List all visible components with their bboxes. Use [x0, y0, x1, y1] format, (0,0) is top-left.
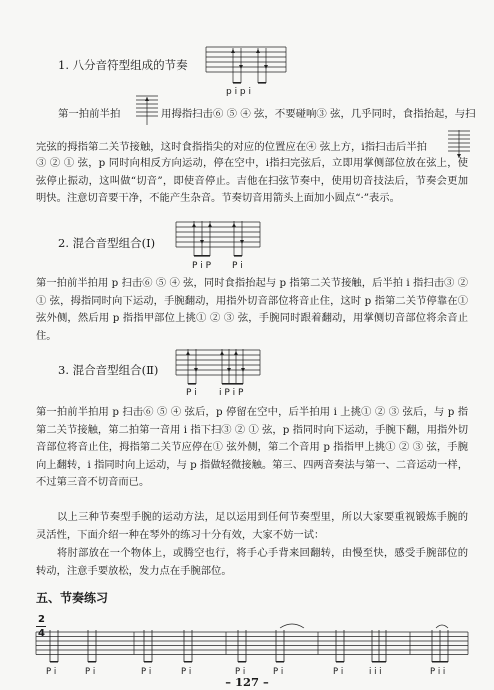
- time-signature-top: 2: [38, 614, 45, 625]
- line2: 完弦的拇指第二关节接触，这时食指指尖的对应的位置应在④ 弦上方，i指扫击后半拍: [36, 141, 428, 153]
- staff-fingering-3: P i: [141, 667, 152, 677]
- staff-fingering-8: i i i: [369, 667, 382, 677]
- line1-right: 用拇指扫击⑥ ⑤ ④ 弦，不要碰响③ 弦，几乎同时，食指抬起，与扫: [161, 108, 476, 120]
- staff-fingering-9: P i i: [430, 667, 446, 677]
- figure-2-fingering-b: P i: [232, 261, 243, 271]
- figure-2-fingering-a: P i P: [192, 261, 212, 271]
- staff-fingering-2: P i: [85, 667, 96, 677]
- staff-fingering-4: P i: [181, 667, 192, 677]
- time-signature-bottom: 4: [38, 628, 45, 639]
- line1-left: 第一拍前半拍: [58, 108, 121, 120]
- staff-fingering-5: P i: [235, 667, 246, 677]
- section-3-heading: 3. 混合音型组合(Ⅱ): [58, 363, 159, 377]
- section-5-heading: 五、节奏练习: [36, 591, 109, 605]
- closing-paragraph-1: 以上三种节奏型手腕的运动方法，足以运用到任何节奏型里，所以大家要重视锻炼手腕的灵活性，下面介绍一种在琴外的练习十分有效，大家不妨一试：: [36, 511, 468, 541]
- section-1-heading: 1. 八分音符型组成的节奏: [58, 58, 188, 72]
- downstroke-icon: [136, 93, 158, 127]
- closing-paragraph-2: 将肘部放在一个物体上，或腾空也行，将手心手背来回翻转，由慢至快，感受手腕部位的转动，注意手要放松，发力点在手腕部位。: [36, 547, 468, 577]
- section-3-paragraph: 第一拍前半拍用 p 扫击⑥ ⑤ ④ 弦后，p 停留在空中，后半拍用 i 上挑① ② ③ 弦后，与 p 指第二关节接触，第二拍第一音用 i 指下扫③ ② ① 弦，p 指同时向下运动，手腕下翻，用指外切音部位将音止住，拇指第二关节应停在① 弦外侧，第二个音用 p 指指甲上挑① ② ③ 弦，手腕向上翻转，i 指同时向上运动，与 p 指做轻微接触。第三、四两音奏法与第一、二音运动一样，不过第三音不切音而已。: [36, 406, 468, 489]
- staff-fingering-1: P i: [46, 667, 57, 677]
- section-2-paragraph: 第一拍前半拍用 p 扫击⑥ ⑤ ④ 弦，同时食指抬起与 p 指第二关节接触，后半拍 i 指扫击③ ② ① 弦，拇指同时向下运动，手腕翻动，用指外切音部位将音止住，这时 p 指第二关节停靠在① 弦外侧，然后用 p 指指甲部位上挑① ② ③ 弦，手腕同时跟着翻动，用掌侧切音部位将余音止住。: [36, 277, 468, 342]
- staff-fingering-6: P i: [273, 667, 284, 677]
- section-1-paragraph: ③ ② ① 弦，p 同时向相反方向运动，停在空中，i指扫完弦后，立即用掌侧部位放在弦上，使弦停止振动，这叫做“切音”，即使音停止。吉他在扫弦节奏中，使用切音技法后，节奏会更加明快。注意切音要干净，不能产生杂音。节奏切音用箭头上面加小圆点“·”表示。: [36, 157, 468, 205]
- section-2-heading: 2. 混合音型组合(Ⅰ): [58, 236, 156, 250]
- rhythm-figure-2: [176, 218, 260, 266]
- figure-3-fingering-a: P i: [186, 388, 197, 398]
- figure-1-fingering: p i p i: [226, 87, 252, 97]
- figure-3-fingering-b: i P i P: [219, 388, 244, 398]
- staff-fingering-7: P i: [333, 667, 344, 677]
- page-number: – 127 –: [225, 675, 269, 689]
- rhythm-exercise-staff: [36, 628, 468, 670]
